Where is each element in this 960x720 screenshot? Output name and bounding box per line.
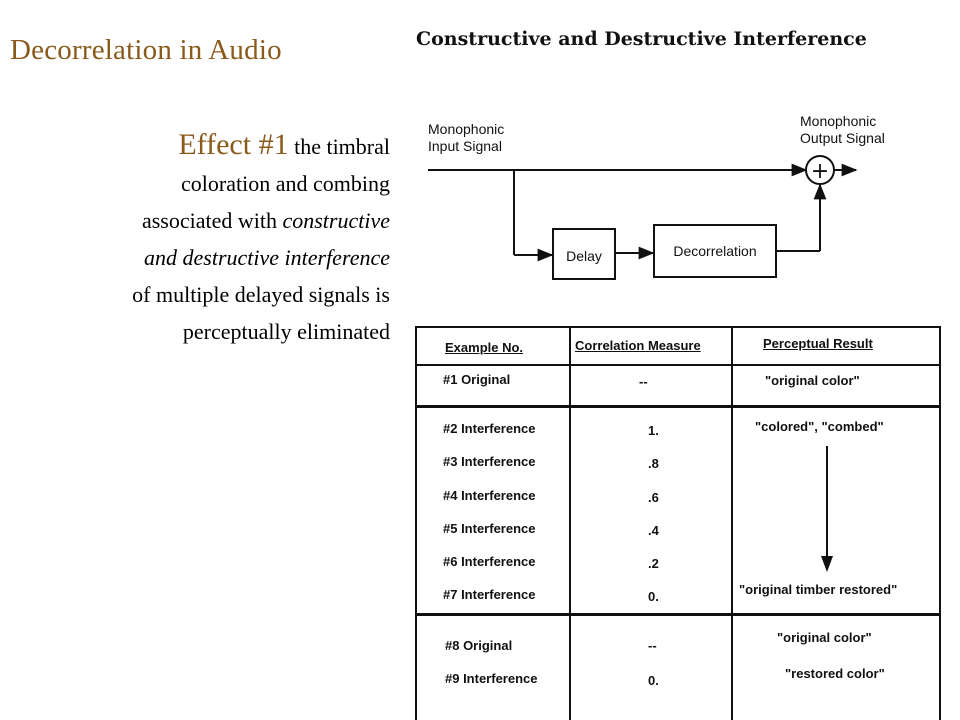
table-row-example: #3 Interference (443, 454, 536, 469)
group-divider-1 (417, 405, 939, 408)
output-label-line-1: Monophonic (800, 113, 877, 129)
input-label-line-1: Monophonic (428, 121, 505, 137)
table-row-measure: -- (648, 638, 657, 653)
table-row-example: #7 Interference (443, 587, 536, 602)
header-correlation: Correlation Measure (575, 338, 701, 353)
table-row-measure: .6 (648, 490, 659, 505)
effect-line-3: associated with (141, 208, 283, 233)
table-row-measure: -- (639, 374, 648, 389)
figure-title: Constructive and Destructive Interference (416, 28, 867, 50)
effect-lead: Effect #1 (178, 128, 289, 161)
effect-description (8, 126, 390, 350)
slide-title: Decorrelation in Audio (10, 34, 282, 66)
table-row-result: "colored", "combed" (755, 419, 884, 434)
column-divider-1 (569, 328, 571, 720)
effect-line-3-italic: constructive (282, 208, 390, 233)
output-label-line-2: Output Signal (800, 130, 885, 146)
table-row-measure: 0. (648, 589, 659, 604)
effect-line-4-italic: and destructive interference (144, 245, 390, 270)
header-perceptual: Perceptual Result (763, 336, 873, 351)
table-row-measure: .8 (648, 456, 659, 471)
delay-label: Delay (566, 248, 602, 264)
table-row-result: "original color" (765, 373, 860, 388)
signal-flow-diagram (420, 95, 920, 295)
table-row-example: #1 Original (443, 372, 511, 387)
table-row-measure: .4 (648, 523, 659, 538)
table-row-example: #8 Original (445, 638, 513, 653)
table-row-example: #5 Interference (443, 521, 536, 536)
header-example: Example No. (445, 340, 524, 355)
results-table (415, 326, 941, 720)
effect-line-1: the timbral (294, 134, 390, 159)
table-row-measure: 1. (648, 423, 659, 438)
column-divider-2 (731, 328, 733, 720)
input-label-line-2: Input Signal (428, 138, 502, 154)
table-row-example: #9 Interference (445, 671, 538, 686)
table-row-example: #4 Interference (443, 488, 536, 503)
table-row-result: "restored color" (785, 666, 885, 681)
table-row-example: #2 Interference (443, 421, 536, 436)
table-row-result: "original color" (777, 630, 872, 645)
effect-line-2: coloration and combing (181, 171, 390, 196)
table-row-example: #6 Interference (443, 554, 536, 569)
effect-line-5: of multiple delayed signals is (132, 282, 390, 307)
decorrelation-label: Decorrelation (673, 243, 757, 259)
table-row-measure: .2 (648, 556, 659, 571)
effect-line-6: perceptually eliminated (182, 319, 390, 344)
group-divider-2 (417, 613, 939, 616)
table-row-measure: 0. (648, 673, 659, 688)
arrow-down-icon (817, 444, 837, 576)
table-row-result: "original timber restored" (739, 582, 898, 597)
plus-icon: + (810, 159, 830, 184)
header-divider (417, 364, 939, 366)
